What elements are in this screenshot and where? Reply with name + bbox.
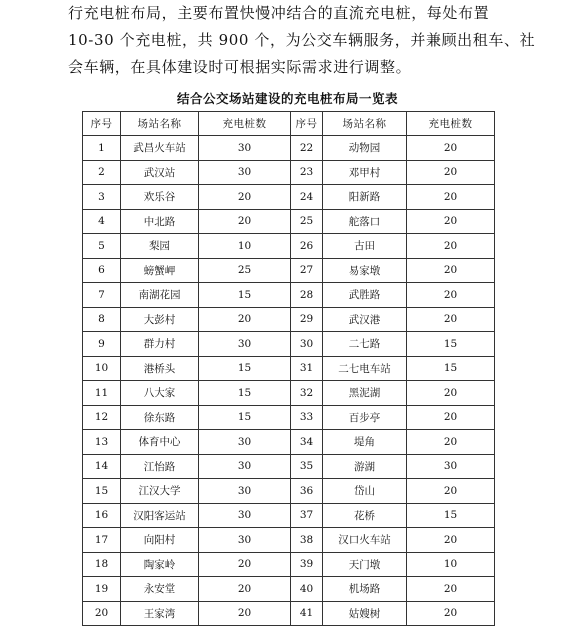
- table-cell: 16: [83, 503, 121, 528]
- table-cell: 堤角: [323, 430, 407, 455]
- table-cell: 30: [199, 430, 291, 455]
- table-cell: 3: [83, 185, 121, 210]
- table-cell: 10: [407, 552, 495, 577]
- table-cell: 邓甲村: [323, 160, 407, 185]
- table-cell: 2: [83, 160, 121, 185]
- table-row: [83, 209, 495, 234]
- column-header: 场站名称: [323, 112, 407, 136]
- table-cell: 20: [199, 577, 291, 602]
- paragraph-line: 10-30 个充电桩，共 900 个，为公交车辆服务，并兼顾出租车、社: [68, 31, 536, 49]
- table-cell: 黑泥湖: [323, 381, 407, 406]
- table-row: [83, 528, 495, 553]
- table-row: [83, 454, 495, 479]
- table-cell: 江怡路: [121, 454, 199, 479]
- table-cell: 22: [291, 136, 323, 161]
- table-cell: 39: [291, 552, 323, 577]
- table-cell: 1: [83, 136, 121, 161]
- table-cell: 20: [407, 283, 495, 308]
- table-cell: 27: [291, 258, 323, 283]
- table-cell: 5: [83, 234, 121, 259]
- table-cell: 41: [291, 601, 323, 626]
- column-header: 序号: [83, 112, 121, 136]
- table-cell: 10: [199, 234, 291, 259]
- table-cell: 6: [83, 258, 121, 283]
- table-cell: 15: [407, 356, 495, 381]
- table-cell: 30: [199, 160, 291, 185]
- table-cell: 8: [83, 307, 121, 332]
- table-cell: 30: [407, 454, 495, 479]
- table-cell: 32: [291, 381, 323, 406]
- table-cell: 港桥头: [121, 356, 199, 381]
- table-cell: 15: [199, 283, 291, 308]
- table-cell: 徐东路: [121, 405, 199, 430]
- table-cell: 20: [407, 209, 495, 234]
- table-cell: 30: [199, 136, 291, 161]
- table-cell: 17: [83, 528, 121, 553]
- table-row: [83, 430, 495, 455]
- table-cell: 20: [407, 160, 495, 185]
- table-cell: 20: [199, 552, 291, 577]
- table-cell: 20: [407, 405, 495, 430]
- table-cell: 13: [83, 430, 121, 455]
- table-cell: 38: [291, 528, 323, 553]
- table-cell: 36: [291, 479, 323, 504]
- paragraph-line: 会车辆，在具体建设时可根据实际需求进行调整。: [68, 58, 412, 76]
- table-cell: 中北路: [121, 209, 199, 234]
- table-row: [83, 234, 495, 259]
- table-cell: 20: [199, 209, 291, 234]
- table-cell: 15: [83, 479, 121, 504]
- table-cell: 百步亭: [323, 405, 407, 430]
- table-cell: 29: [291, 307, 323, 332]
- table-cell: 古田: [323, 234, 407, 259]
- table-cell: 34: [291, 430, 323, 455]
- table-cell: 9: [83, 332, 121, 357]
- table-cell: 20: [199, 185, 291, 210]
- table-cell: 30: [199, 454, 291, 479]
- column-header: 场站名称: [121, 112, 199, 136]
- table-cell: 30: [291, 332, 323, 357]
- table-cell: 20: [407, 307, 495, 332]
- table-cell: 30: [199, 479, 291, 504]
- table-cell: 动物园: [323, 136, 407, 161]
- table-cell: 7: [83, 283, 121, 308]
- table-cell: 15: [407, 332, 495, 357]
- table-cell: 天门墩: [323, 552, 407, 577]
- table-cell: 20: [407, 381, 495, 406]
- table-cell: 14: [83, 454, 121, 479]
- table-cell: 二七路: [323, 332, 407, 357]
- table-cell: 20: [407, 136, 495, 161]
- table-cell: 31: [291, 356, 323, 381]
- table-cell: 机场路: [323, 577, 407, 602]
- table-cell: 岱山: [323, 479, 407, 504]
- table-cell: 游湖: [323, 454, 407, 479]
- table-cell: 武胜路: [323, 283, 407, 308]
- table-cell: 易家墩: [323, 258, 407, 283]
- table-cell: 40: [291, 577, 323, 602]
- table-cell: 陶家岭: [121, 552, 199, 577]
- table-cell: 30: [199, 528, 291, 553]
- table-cell: 20: [407, 577, 495, 602]
- table-cell: 18: [83, 552, 121, 577]
- table-row: [83, 307, 495, 332]
- table-cell: 王家湾: [121, 601, 199, 626]
- table-cell: 23: [291, 160, 323, 185]
- table-cell: 武汉港: [323, 307, 407, 332]
- table-cell: 20: [407, 601, 495, 626]
- table-cell: 4: [83, 209, 121, 234]
- table-row: [83, 356, 495, 381]
- table-cell: 26: [291, 234, 323, 259]
- table-row: [83, 283, 495, 308]
- table-cell: 20: [83, 601, 121, 626]
- table-cell: 汉口火车站: [323, 528, 407, 553]
- charging-pile-table: [82, 111, 495, 626]
- table-cell: 20: [407, 258, 495, 283]
- table-cell: 19: [83, 577, 121, 602]
- table-row: [83, 503, 495, 528]
- table-cell: 阳新路: [323, 185, 407, 210]
- table-cell: 汉阳客运站: [121, 503, 199, 528]
- table-cell: 20: [407, 430, 495, 455]
- table-cell: 15: [199, 356, 291, 381]
- column-header: 充电桩数: [199, 112, 291, 136]
- table-cell: 15: [199, 405, 291, 430]
- table-cell: 永安堂: [121, 577, 199, 602]
- table-cell: 12: [83, 405, 121, 430]
- table-cell: 武汉站: [121, 160, 199, 185]
- table-cell: 姑嫂树: [323, 601, 407, 626]
- table-row: [83, 479, 495, 504]
- table-cell: 南湖花园: [121, 283, 199, 308]
- table-row: [83, 258, 495, 283]
- table-cell: 向阳村: [121, 528, 199, 553]
- table-cell: 10: [83, 356, 121, 381]
- table-cell: 15: [407, 503, 495, 528]
- table-row: [83, 405, 495, 430]
- table-cell: 33: [291, 405, 323, 430]
- table-cell: 20: [407, 528, 495, 553]
- table-cell: 花桥: [323, 503, 407, 528]
- table-cell: 25: [291, 209, 323, 234]
- table-cell: 35: [291, 454, 323, 479]
- column-header: 充电桩数: [407, 112, 495, 136]
- paragraph-line: 行充电桩布局，主要布置快慢冲结合的直流充电桩，每处布置: [68, 4, 490, 22]
- table-cell: 欢乐谷: [121, 185, 199, 210]
- table-row: [83, 381, 495, 406]
- table-caption: 结合公交场站建设的充电桩布局一览表: [176, 91, 398, 106]
- table-body: [83, 136, 495, 626]
- table-cell: 24: [291, 185, 323, 210]
- table-row: [83, 332, 495, 357]
- table-cell: 梨园: [121, 234, 199, 259]
- table-cell: 28: [291, 283, 323, 308]
- table-header-row: [83, 112, 495, 136]
- table-cell: 二七电车站: [323, 356, 407, 381]
- table-row: [83, 601, 495, 626]
- table-row: [83, 185, 495, 210]
- table-cell: 20: [199, 601, 291, 626]
- table-cell: 37: [291, 503, 323, 528]
- table-cell: 武昌火车站: [121, 136, 199, 161]
- table-cell: 30: [199, 503, 291, 528]
- table-cell: 20: [199, 307, 291, 332]
- table-cell: 11: [83, 381, 121, 406]
- table-row: [83, 136, 495, 161]
- table-row: [83, 552, 495, 577]
- table-cell: 八大家: [121, 381, 199, 406]
- table-cell: 25: [199, 258, 291, 283]
- table-cell: 舵落口: [323, 209, 407, 234]
- table-cell: 体育中心: [121, 430, 199, 455]
- table-cell: 30: [199, 332, 291, 357]
- table-cell: 20: [407, 479, 495, 504]
- table-cell: 江汉大学: [121, 479, 199, 504]
- table-cell: 20: [407, 185, 495, 210]
- table-cell: 大彭村: [121, 307, 199, 332]
- table-cell: 20: [407, 234, 495, 259]
- body-paragraph: [68, 0, 536, 81]
- table-row: [83, 160, 495, 185]
- table-cell: 螃蟹岬: [121, 258, 199, 283]
- table-row: [83, 577, 495, 602]
- column-header: 序号: [291, 112, 323, 136]
- table-cell: 15: [199, 381, 291, 406]
- table-cell: 群力村: [121, 332, 199, 357]
